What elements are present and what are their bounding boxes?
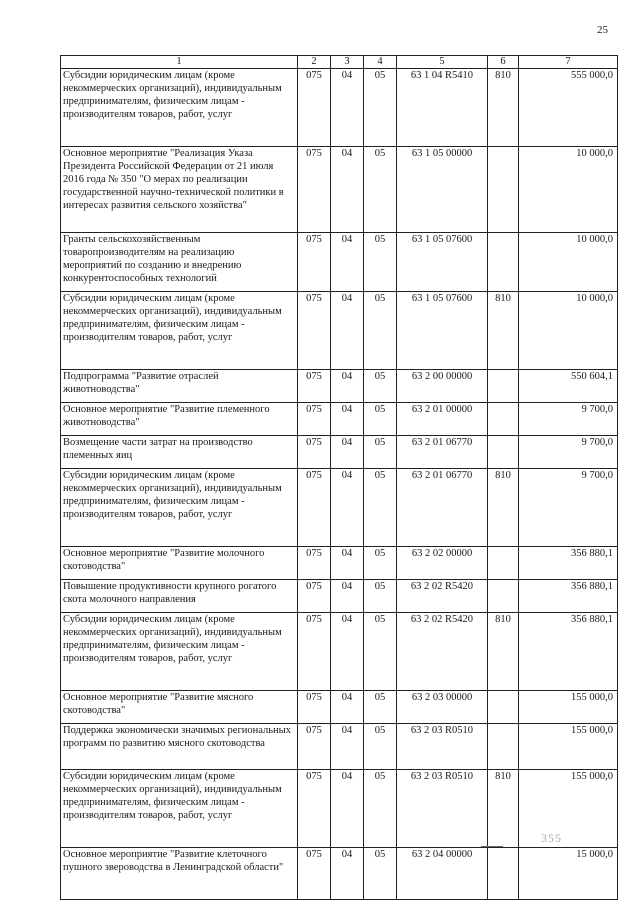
section-code-cell: 04 [331, 292, 364, 370]
budget-table [60, 55, 618, 900]
amount-cell: 356 880,1 [519, 613, 618, 691]
amount-cell: 9 700,0 [519, 469, 618, 547]
row-name-cell: Основное мероприятие "Реализация Указа Президента Российской Федерации от 21 июля 2016 года № 350 "О мерах по реализации государственной научно-технической политики в интересах развития сельского хозяйства" [61, 147, 298, 233]
chapter-code-cell: 075 [298, 147, 331, 233]
row-name-cell: Поддержка экономически значимых региональных программ по развитию мясного скотоводства [61, 724, 298, 770]
table-row [61, 580, 618, 613]
header-cell: 4 [364, 56, 397, 69]
header-cell: 5 [397, 56, 488, 69]
expense-type-code-cell: 810 [488, 469, 519, 547]
chapter-code-cell: 075 [298, 613, 331, 691]
chapter-code-cell: 075 [298, 292, 331, 370]
table-row [61, 436, 618, 469]
subsection-code-cell: 05 [364, 613, 397, 691]
chapter-code-cell: 075 [298, 848, 331, 900]
amount-cell: 10 000,0 [519, 147, 618, 233]
expense-type-code-cell: 810 [488, 292, 519, 370]
header-cell: 6 [488, 56, 519, 69]
subsection-code-cell: 05 [364, 580, 397, 613]
table-row [61, 547, 618, 580]
expense-type-code-cell [488, 580, 519, 613]
subsection-code-cell: 05 [364, 848, 397, 900]
table-row [61, 147, 618, 233]
chapter-code-cell: 075 [298, 724, 331, 770]
amount-cell: 356 880,1 [519, 547, 618, 580]
target-article-code-cell: 63 2 03 00000 [397, 691, 488, 724]
table-row [61, 292, 618, 370]
table-row [61, 724, 618, 770]
target-article-code-cell: 63 1 05 07600 [397, 292, 488, 370]
stamp: 355 [541, 831, 562, 845]
subsection-code-cell: 05 [364, 370, 397, 403]
row-name-cell: Субсидии юридическим лицам (кроме некоммерческих организаций), индивидуальным предпринимателям, физическим лицам - производителям товаров, работ, услуг [61, 469, 298, 547]
subsection-code-cell: 05 [364, 147, 397, 233]
amount-cell: 555 000,0 [519, 69, 618, 147]
subsection-code-cell: 05 [364, 403, 397, 436]
table-row [61, 469, 618, 547]
subsection-code-cell: 05 [364, 233, 397, 292]
row-name-cell: Повышение продуктивности крупного рогатого скота молочного направления [61, 580, 298, 613]
section-code-cell: 04 [331, 691, 364, 724]
target-article-code-cell: 63 2 04 00000 [397, 848, 488, 900]
chapter-code-cell: 075 [298, 770, 331, 848]
section-code-cell: 04 [331, 724, 364, 770]
table-row [61, 403, 618, 436]
section-code-cell: 04 [331, 403, 364, 436]
section-code-cell: 04 [331, 770, 364, 848]
amount-cell: 9 700,0 [519, 436, 618, 469]
row-name-cell: Субсидии юридическим лицам (кроме некоммерческих организаций), индивидуальным предпринимателям, физическим лицам - производителям товаров, работ, услуг [61, 69, 298, 147]
amount-cell: 155 000,0 [519, 724, 618, 770]
expense-type-code-cell [488, 436, 519, 469]
section-code-cell: 04 [331, 848, 364, 900]
expense-type-code-cell: 810 [488, 770, 519, 848]
target-article-code-cell: 63 2 02 00000 [397, 547, 488, 580]
target-article-code-cell: 63 2 01 06770 [397, 469, 488, 547]
subsection-code-cell: 05 [364, 292, 397, 370]
row-name-cell: Основное мероприятие "Развитие племенного животноводства" [61, 403, 298, 436]
section-code-cell: 04 [331, 580, 364, 613]
table-row [61, 691, 618, 724]
amount-cell: 9 700,0 [519, 403, 618, 436]
target-article-code-cell: 63 2 00 00000 [397, 370, 488, 403]
header-cell: 3 [331, 56, 364, 69]
subsection-code-cell: 05 [364, 436, 397, 469]
section-code-cell: 04 [331, 233, 364, 292]
table-row [61, 370, 618, 403]
chapter-code-cell: 075 [298, 436, 331, 469]
row-name-cell: Основное мероприятие "Развитие молочного скотоводства" [61, 547, 298, 580]
row-name-cell: Основное мероприятие "Развитие клеточного пушного звероводства в Ленинградской области" [61, 848, 298, 900]
expense-type-code-cell [488, 724, 519, 770]
target-article-code-cell: 63 1 05 07600 [397, 233, 488, 292]
row-name-cell: Субсидии юридическим лицам (кроме некоммерческих организаций), индивидуальным предпринимателям, физическим лицам - производителям товаров, работ, услуг [61, 613, 298, 691]
target-article-code-cell: 63 2 01 06770 [397, 436, 488, 469]
expense-type-code-cell [488, 370, 519, 403]
page-number: 25 [597, 24, 608, 36]
stamp-dash [481, 846, 503, 847]
chapter-code-cell: 075 [298, 233, 331, 292]
expense-type-code-cell [488, 848, 519, 900]
row-name-cell: Субсидии юридическим лицам (кроме некоммерческих организаций), индивидуальным предпринимателям, физическим лицам - производителям товаров, работ, услуг [61, 770, 298, 848]
subsection-code-cell: 05 [364, 770, 397, 848]
amount-cell: 10 000,0 [519, 233, 618, 292]
target-article-code-cell: 63 1 04 R5410 [397, 69, 488, 147]
table-row [61, 69, 618, 147]
chapter-code-cell: 075 [298, 691, 331, 724]
amount-cell: 10 000,0 [519, 292, 618, 370]
section-code-cell: 04 [331, 147, 364, 233]
chapter-code-cell: 075 [298, 403, 331, 436]
row-name-cell: Основное мероприятие "Развитие мясного скотоводства" [61, 691, 298, 724]
chapter-code-cell: 075 [298, 370, 331, 403]
row-name-cell: Возмещение части затрат на производство племенных яиц [61, 436, 298, 469]
row-name-cell: Гранты сельскохозяйственным товаропроизводителям на реализацию мероприятий по созданию и внедрению конкурентоспособных технологий [61, 233, 298, 292]
target-article-code-cell: 63 2 02 R5420 [397, 580, 488, 613]
amount-cell: 15 000,0 [519, 848, 618, 900]
chapter-code-cell: 075 [298, 580, 331, 613]
header-cell: 2 [298, 56, 331, 69]
target-article-code-cell: 63 2 03 R0510 [397, 724, 488, 770]
amount-cell: 550 604,1 [519, 370, 618, 403]
amount-cell: 356 880,1 [519, 580, 618, 613]
header-row [61, 56, 618, 69]
expense-type-code-cell [488, 547, 519, 580]
chapter-code-cell: 075 [298, 469, 331, 547]
target-article-code-cell: 63 2 01 00000 [397, 403, 488, 436]
subsection-code-cell: 05 [364, 547, 397, 580]
row-name-cell: Подпрограмма "Развитие отраслей животноводства" [61, 370, 298, 403]
target-article-code-cell: 63 2 02 R5420 [397, 613, 488, 691]
subsection-code-cell: 05 [364, 691, 397, 724]
expense-type-code-cell: 810 [488, 613, 519, 691]
expense-type-code-cell: 810 [488, 69, 519, 147]
expense-type-code-cell [488, 403, 519, 436]
table-row [61, 770, 618, 848]
section-code-cell: 04 [331, 613, 364, 691]
table-row [61, 848, 618, 900]
target-article-code-cell: 63 1 05 00000 [397, 147, 488, 233]
target-article-code-cell: 63 2 03 R0510 [397, 770, 488, 848]
table-row [61, 233, 618, 292]
expense-type-code-cell [488, 691, 519, 724]
expense-type-code-cell [488, 233, 519, 292]
subsection-code-cell: 05 [364, 724, 397, 770]
expense-type-code-cell [488, 147, 519, 233]
section-code-cell: 04 [331, 69, 364, 147]
header-cell: 7 [519, 56, 618, 69]
header-cell: 1 [61, 56, 298, 69]
row-name-cell: Субсидии юридическим лицам (кроме некоммерческих организаций), индивидуальным предпринимателям, физическим лицам - производителям товаров, работ, услуг [61, 292, 298, 370]
amount-cell: 155 000,0 [519, 770, 618, 848]
table-row [61, 613, 618, 691]
chapter-code-cell: 075 [298, 69, 331, 147]
section-code-cell: 04 [331, 436, 364, 469]
section-code-cell: 04 [331, 370, 364, 403]
subsection-code-cell: 05 [364, 469, 397, 547]
amount-cell: 155 000,0 [519, 691, 618, 724]
subsection-code-cell: 05 [364, 69, 397, 147]
section-code-cell: 04 [331, 547, 364, 580]
chapter-code-cell: 075 [298, 547, 331, 580]
section-code-cell: 04 [331, 469, 364, 547]
